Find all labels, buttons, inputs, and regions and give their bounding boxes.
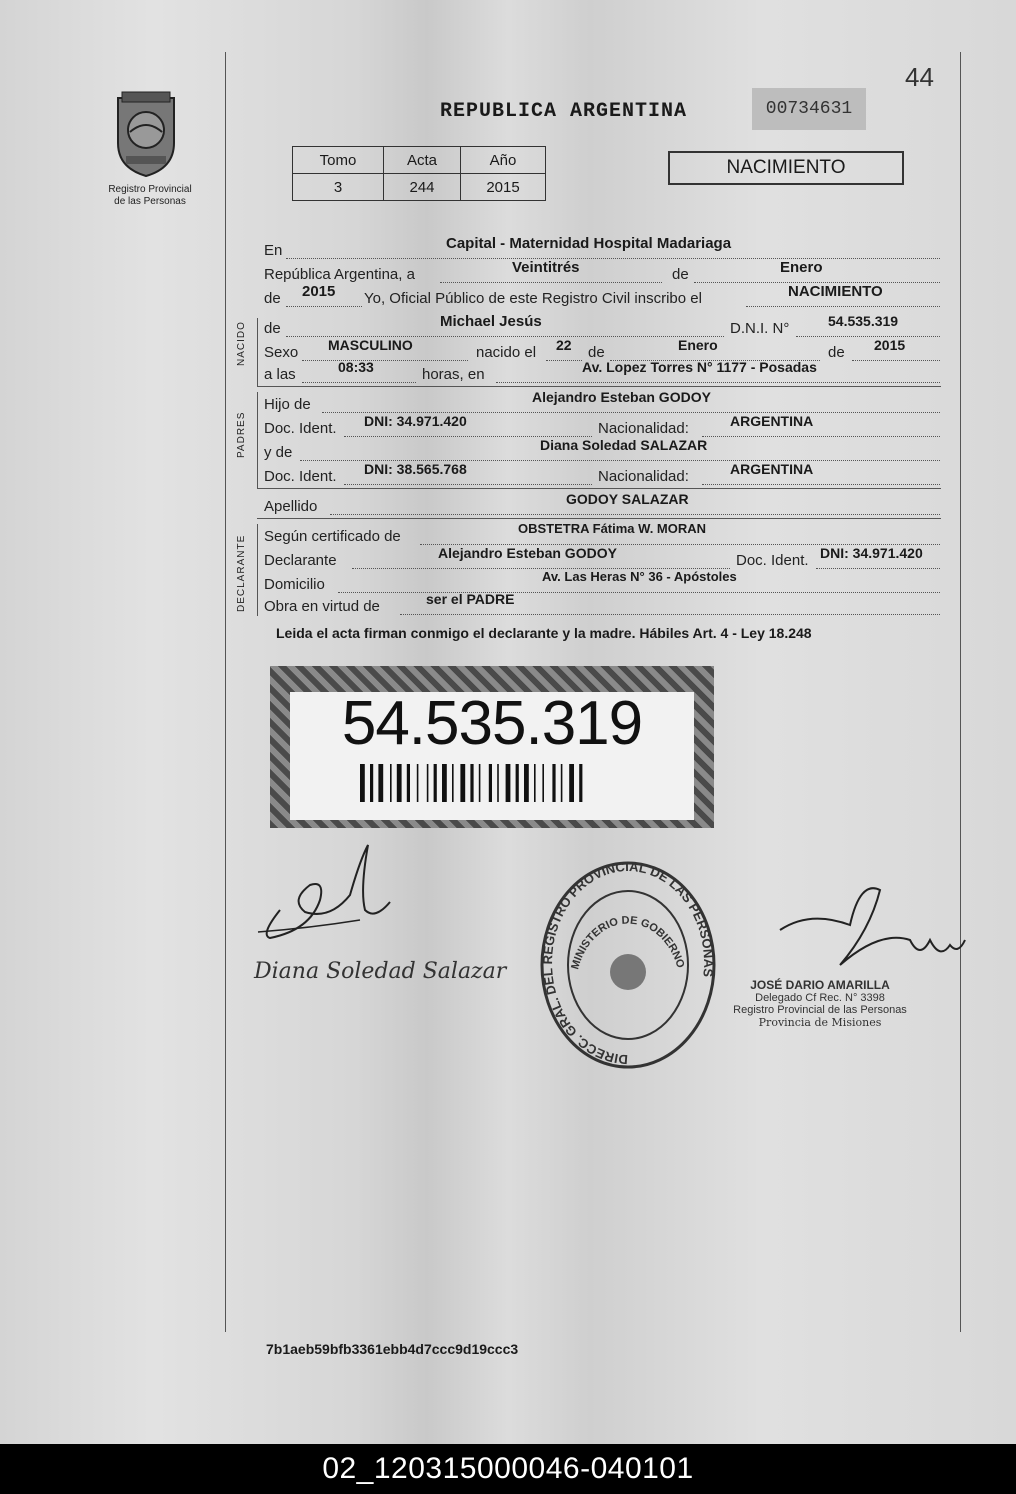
label-de-anio: de [264, 290, 281, 307]
header-tomo: Tomo [293, 147, 384, 174]
value-certificado: OBSTETRA Fátima W. MORAN [518, 521, 707, 536]
province-seal-logo [108, 88, 184, 178]
official-name: JOSÉ DARIO AMARILLA [750, 978, 890, 992]
value-obra: ser el PADRE [426, 591, 515, 607]
value-dia: Veintitrés [512, 259, 580, 276]
label-en: En [264, 242, 283, 259]
label-horas-en: horas, en [422, 366, 485, 383]
value-acta: 244 [384, 174, 461, 201]
label-madre-doc: Doc. Ident. [264, 468, 337, 485]
registry-caption-line2: de las Personas [114, 196, 186, 207]
header-ano: Año [461, 147, 546, 174]
value-padre-nac: ARGENTINA [730, 413, 814, 429]
closing-statement: Leida el acta firman conmigo el declarante y la madre. Hábiles Art. 4 - Ley 18.248 [276, 625, 812, 641]
value-en: Capital - Maternidad Hospital Madariaga [446, 235, 732, 252]
row-domicilio [264, 569, 940, 596]
label-obra: Obra en virtud de [264, 598, 380, 615]
label-certificado: Según certificado de [264, 528, 401, 545]
label-dni: D.N.I. N° [730, 320, 790, 337]
label-nacido-el: nacido el [476, 344, 537, 361]
registry-caption-line1: Registro Provincial [108, 184, 192, 195]
record-type-box: NACIMIENTO [668, 151, 904, 185]
row-en [264, 235, 940, 262]
sticker-number: 54.535.319 [341, 689, 643, 758]
official-role: Delegado Cf Rec. N° 3398 [755, 992, 885, 1004]
value-dni: 54.535.319 [828, 313, 899, 329]
row-nacido-hora [264, 359, 940, 386]
value-madre-doc: DNI: 38.565.768 [364, 461, 467, 477]
mother-handwritten-name: Diana Soledad Salazar [254, 959, 507, 984]
value-mes: Enero [780, 259, 823, 276]
value-declarante-doc: DNI: 34.971.420 [820, 545, 923, 561]
label-a-las: a las [264, 366, 296, 383]
value-padre-doc: DNI: 34.971.420 [364, 413, 467, 429]
header-acta: Acta [384, 147, 461, 174]
section-declarante-label: DECLARANTE [236, 534, 247, 612]
country-title: REPUBLICA ARGENTINA [440, 100, 688, 123]
official-signature-block [720, 978, 920, 1029]
label-madre-nac: Nacionalidad: [598, 468, 689, 485]
label-oficial: Yo, Oficial Público de este Registro Civil inscribo el [364, 290, 702, 307]
stamp-outer-text: DIRECC. GRAL. DEL REGISTRO PROVINCIAL DE LAS PERSONAS [539, 860, 717, 1068]
mother-signature [250, 950, 540, 990]
value-domicilio: Av. Las Heras N° 36 - Apóstoles [542, 569, 737, 584]
official-signature [770, 870, 970, 980]
section-padres-label: PADRES [236, 411, 247, 458]
page-number: 44 [905, 62, 934, 92]
value-lugar: Av. Lopez Torres N° 1177 - Posadas [582, 359, 817, 375]
label-de-anio-nac: de [828, 344, 845, 361]
label-y-de: y de [264, 444, 293, 461]
value-mes-nac: Enero [678, 337, 718, 353]
row-obra [264, 591, 940, 618]
document-hash: 7b1aeb59bfb3361ebb4d7ccc9d19ccc3 [266, 1341, 519, 1357]
value-sexo: MASCULINO [328, 337, 413, 353]
barcode-icon [360, 764, 628, 802]
value-hora: 08:33 [338, 359, 374, 375]
tomo-acta-ano-table [292, 146, 546, 201]
value-tomo: 3 [293, 174, 384, 201]
value-ano: 2015 [461, 174, 546, 201]
official-registry: Registro Provincial de las Personas [733, 1004, 907, 1016]
label-domicilio: Domicilio [264, 576, 325, 593]
stamp-inner-text: MINISTERIO DE GOBIERNO [569, 914, 687, 971]
label-declarante-doc: Doc. Ident. [736, 552, 809, 569]
value-apellido: GODOY SALAZAR [566, 491, 689, 507]
section-nacido-label: NACIDO [236, 321, 247, 366]
official-province: Provincia de Misiones [758, 1016, 882, 1029]
label-apellido: Apellido [264, 498, 318, 515]
value-madre-nac: ARGENTINA [730, 461, 814, 477]
value-anio-nac: 2015 [874, 337, 906, 353]
label-de: de [672, 266, 689, 283]
value-declarante: Alejandro Esteban GODOY [438, 545, 617, 561]
value-nombre: Michael Jesús [440, 313, 542, 330]
left-margin-line [225, 52, 226, 1332]
row-oficial [264, 283, 940, 310]
label-de-mes: de [588, 344, 605, 361]
label-de-nombre: de [264, 320, 281, 337]
value-dia-nac: 22 [556, 337, 572, 353]
label-republica: República Argentina, a [264, 266, 415, 283]
row-madre-doc [264, 461, 940, 488]
right-margin-line [960, 52, 961, 1332]
value-padre: Alejandro Esteban GODOY [532, 389, 711, 405]
registry-caption [92, 184, 208, 208]
label-sexo: Sexo [264, 344, 299, 361]
label-padre-nac: Nacionalidad: [598, 420, 689, 437]
value-madre: Diana Soledad SALAZAR [540, 437, 708, 453]
label-hijo-de: Hijo de [264, 396, 311, 413]
official-stamp [538, 860, 718, 1070]
serial-number: 00734631 [752, 88, 866, 130]
file-id: 02_120315000046-040101 [322, 1452, 694, 1485]
father-signature [250, 840, 400, 950]
value-inscribo: NACIMIENTO [788, 283, 883, 300]
label-declarante: Declarante [264, 552, 337, 569]
row-apellido [264, 491, 940, 518]
file-id-bar [0, 1444, 1016, 1494]
value-anio: 2015 [302, 283, 336, 300]
label-padre-doc: Doc. Ident. [264, 420, 337, 437]
